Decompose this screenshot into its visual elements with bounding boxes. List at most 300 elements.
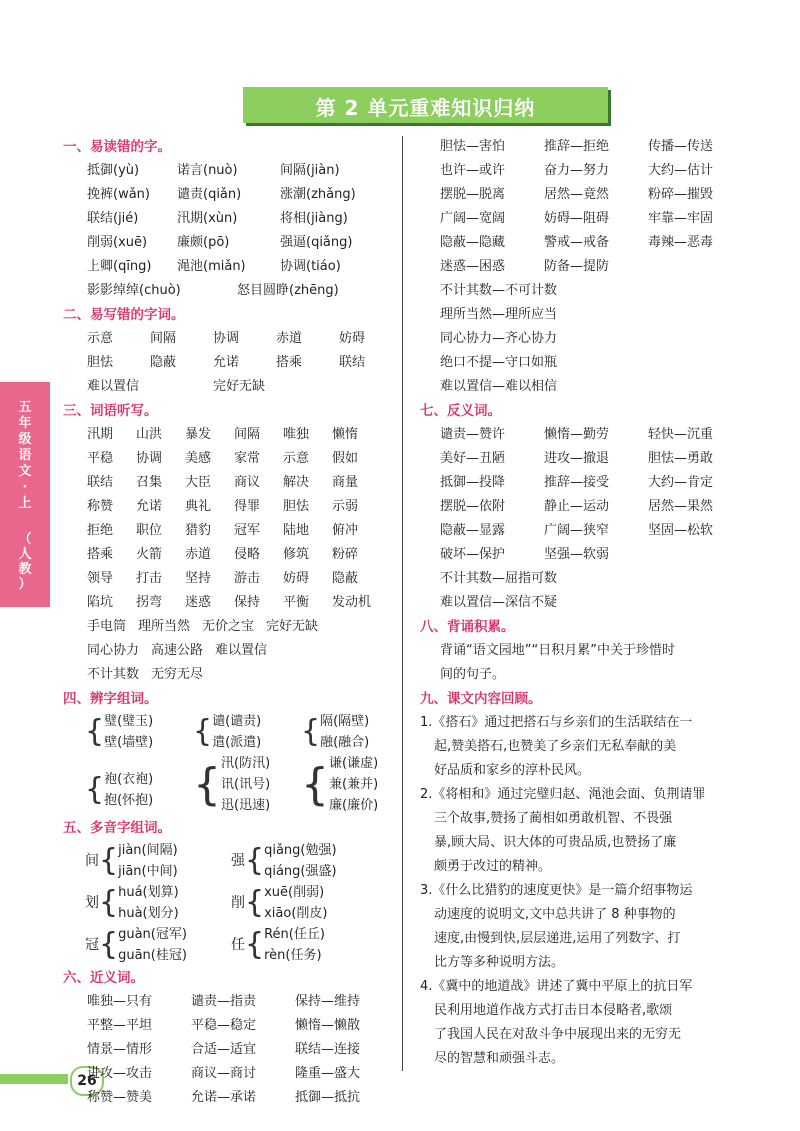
brace-symbol: {: [301, 714, 321, 749]
list-row: [63, 471, 398, 495]
text-line: 民利用地道作战方式打击日本侵略者,歌颂: [434, 1003, 673, 1018]
word-item: 得罪: [234, 499, 261, 514]
text-line: 暴,顾大局、识大体的可贵品质,也赞扬了廉: [434, 835, 677, 850]
edition-char: 教: [18, 562, 32, 577]
brace-symbol: {: [245, 927, 265, 962]
brace-symbol: {: [193, 714, 213, 749]
word-item: 允诺: [136, 499, 163, 514]
section-heading: 四、辨字组词。: [63, 691, 158, 707]
word-item: 陷坑: [87, 595, 114, 610]
list-row: [63, 1014, 398, 1038]
word-item: 轻快—沉重: [648, 427, 714, 442]
brace-symbol: {: [245, 843, 265, 878]
word-item: 发动机: [332, 595, 372, 610]
word-item: 讯(讯号): [221, 777, 271, 792]
list-row: [420, 543, 755, 567]
word-item: 难以置信: [87, 379, 140, 394]
polyphone-char: 间: [85, 853, 99, 869]
text-line: 背诵“语文园地”“日积月累”中关于珍惜时: [440, 643, 675, 658]
brace-symbol: {: [85, 714, 105, 749]
section-3: [63, 423, 398, 687]
section-heading: 九、课文内容回顾。: [420, 691, 542, 707]
word-item: 情景—情形: [87, 1042, 153, 1057]
word-item: Rén(任丘): [264, 927, 325, 942]
word-item: 挽裤(wǎn): [87, 187, 150, 202]
paragraph: [420, 711, 755, 783]
word-item: 美感: [185, 451, 212, 466]
text-line: 2.《将相和》通过完璧归赵、渑池会面、负荆请罪: [420, 787, 706, 802]
word-item: 妨碍: [283, 571, 310, 586]
polyphone-char: 划: [85, 895, 99, 911]
word-item: 完好无缺: [266, 619, 319, 634]
word-item: 唯独: [283, 427, 310, 442]
section-7: [420, 423, 755, 615]
brace-group: [85, 711, 193, 753]
right-column: [420, 135, 755, 1071]
list-row: [420, 519, 755, 543]
word-item: 汛期: [87, 427, 114, 442]
word-item: 破坏—保护: [440, 547, 506, 562]
word-item: 涨潮(zhǎng): [280, 187, 356, 202]
text-line: 间的句子。: [440, 667, 506, 682]
brace-items: [104, 769, 153, 811]
text-line: 好品质和家乡的淳朴民风。: [434, 763, 591, 778]
word-item: 无价之宝: [202, 619, 255, 634]
word-item: 同心协力—齐心协力: [440, 331, 558, 346]
list-row: [420, 159, 755, 183]
polyphone-char: 削: [231, 895, 245, 911]
word-item: 懒惰—懒散: [295, 1018, 361, 1033]
word-item: 平衡: [283, 595, 310, 610]
word-item: 大约—肯定: [648, 475, 714, 490]
word-item: 暴发: [185, 427, 212, 442]
word-item: 间隔(jiàn): [280, 163, 340, 178]
word-item: 拐弯: [136, 595, 163, 610]
section-heading: 一、易读错的字。: [63, 139, 171, 155]
brace-items: [264, 840, 336, 882]
section-heading: 五、多音字组词。: [63, 820, 171, 836]
list-row: [63, 447, 398, 471]
list-row: [63, 1086, 398, 1110]
list-row: [63, 1062, 398, 1086]
word-item: 怒目圆睁(zhēng): [237, 283, 339, 298]
word-item: 修筑: [283, 547, 310, 562]
word-item: 赤道: [185, 547, 212, 562]
brace-symbol: {: [99, 885, 119, 920]
word-item: 璧(璧玉): [104, 714, 154, 729]
list-row: [420, 303, 755, 327]
word-item: 影影绰绰(chuò): [87, 283, 181, 298]
list-row: [63, 591, 398, 615]
word-item: jiān(中间): [118, 864, 178, 879]
list-row: [420, 375, 755, 399]
word-item: 联结—连接: [295, 1042, 361, 1057]
word-item: 赤道: [276, 331, 303, 346]
word-item: 融(融合): [320, 735, 370, 750]
section-4: [63, 711, 398, 816]
polyphone-group: [231, 882, 381, 924]
word-item: 胆怯: [87, 355, 114, 370]
word-item: 迷惑: [185, 595, 212, 610]
section-5: [63, 840, 398, 966]
brace-items: [118, 882, 179, 924]
word-item: 隐蔽: [150, 355, 177, 370]
word-item: 摆脱—脱离: [440, 187, 506, 202]
brace-symbol: {: [301, 758, 329, 810]
word-item: 渑池(miǎn): [177, 259, 246, 274]
word-item: 也许—或许: [440, 163, 506, 178]
word-item: 平整—平坦: [87, 1018, 153, 1033]
brace-items: [264, 924, 325, 966]
word-item: 拒绝: [87, 523, 114, 538]
text-line: 三个故事,赞扬了蔺相如勇敢机智、不畏强: [434, 811, 673, 826]
brace-items: [118, 840, 178, 882]
word-item: 协调: [136, 451, 163, 466]
word-item: 广阔—宽阔: [440, 211, 506, 226]
list-row: [420, 279, 755, 303]
word-item: 领导: [87, 571, 114, 586]
word-item: 游击: [234, 571, 261, 586]
section-heading: 三、词语听写。: [63, 403, 158, 419]
word-item: 称赞—赞美: [87, 1090, 153, 1105]
title-banner: [243, 87, 608, 123]
word-item: 召集: [136, 475, 163, 490]
word-item: 示意: [87, 331, 114, 346]
word-item: 汛期(xùn): [177, 211, 238, 226]
word-item: 合适—适宜: [191, 1042, 257, 1057]
word-item: 隐蔽—隐藏: [440, 235, 506, 250]
word-item: 奋力—努力: [544, 163, 610, 178]
brace-items: [329, 753, 378, 816]
text-line: 动速度的说明文,文中总共讲了 8 种事物的: [434, 907, 676, 922]
edition-char: 人: [18, 547, 32, 562]
section-heading: 七、反义词。: [420, 403, 501, 419]
word-item: 职位: [136, 523, 163, 538]
word-item: 隐蔽: [332, 571, 359, 586]
list-row: [63, 990, 398, 1014]
word-item: 俯冲: [332, 523, 359, 538]
list-row: [63, 327, 398, 351]
word-item: 理所当然: [138, 619, 191, 634]
list-row: [63, 567, 398, 591]
word-item: 谴(谴责): [212, 714, 262, 729]
word-item: 隐蔽—显露: [440, 523, 506, 538]
list-row: [63, 423, 398, 447]
brace-symbol: {: [99, 927, 119, 962]
text-line: 尽的智慧和顽强斗志。: [434, 1051, 565, 1066]
word-item: 搭乘: [276, 355, 303, 370]
word-item: 难以置信—深信不疑: [440, 595, 558, 610]
word-item: 懒惰: [332, 427, 359, 442]
word-item: 迅(迅速): [221, 798, 271, 813]
word-item: 冠军: [234, 523, 261, 538]
list-row: [63, 159, 398, 183]
polyphone-char: 强: [231, 853, 245, 869]
word-item: 警戒—戒备: [544, 235, 610, 250]
list-row: [420, 495, 755, 519]
word-item: 保持—维持: [295, 994, 361, 1009]
list-row: [63, 519, 398, 543]
word-item: 绝口不提—守口如瓶: [440, 355, 558, 370]
polyphone-char: 任: [231, 937, 245, 953]
brace-row: [63, 753, 398, 816]
list-row: [63, 495, 398, 519]
word-item: qiáng(强盛): [264, 864, 337, 879]
word-item: 家常: [234, 451, 261, 466]
word-item: 兼(兼并): [329, 777, 379, 792]
word-item: 上卿(qīng): [87, 259, 152, 274]
paragraph: [420, 783, 755, 879]
list-row: [420, 567, 755, 591]
text-line: 颇勇于改过的精神。: [434, 859, 552, 874]
word-item: 无穷无尽: [151, 667, 204, 682]
list-row: [420, 183, 755, 207]
polyphone-group: [85, 924, 231, 966]
list-row: [63, 279, 398, 303]
text-line: 了我国人民在对敌斗争中展现出来的无穷无: [434, 1027, 682, 1042]
word-item: 静止—运动: [544, 499, 610, 514]
grade-char: 语: [18, 448, 32, 463]
word-item: 抵御(yù): [87, 163, 140, 178]
word-item: 同心协力: [87, 643, 140, 658]
word-item: 典礼: [185, 499, 212, 514]
word-item: 协调(tiáo): [280, 259, 341, 274]
word-item: 抵御—投降: [440, 475, 506, 490]
word-item: 高速公路: [151, 643, 204, 658]
word-item: 削弱(xuē): [87, 235, 148, 250]
page-title: 第 2 单元重难知识归纳: [315, 96, 536, 120]
grade-char: ·: [22, 480, 28, 495]
word-item: 坚持: [185, 571, 212, 586]
list-row: [420, 591, 755, 615]
grade-char: 级: [18, 432, 32, 447]
brace-symbol: {: [85, 771, 105, 807]
word-item: 假如: [332, 451, 359, 466]
word-item: 谴责—赞许: [440, 427, 506, 442]
word-item: 商量: [332, 475, 359, 490]
word-item: jiàn(间隔): [118, 843, 178, 858]
word-item: 联结: [339, 355, 366, 370]
brace-group: [193, 753, 301, 816]
word-item: 强逼(qiǎng): [280, 235, 353, 250]
brace-row: [63, 711, 398, 753]
section-9: [420, 711, 755, 1071]
word-item: 谦(谦虚): [329, 756, 379, 771]
text-line: 速度,由慢到快,层层递进,运用了列数字、打: [434, 931, 681, 946]
word-item: 示意: [283, 451, 310, 466]
text-line: 4.《冀中的地道战》讲述了冀中平原上的抗日军: [420, 979, 693, 994]
word-item: 隆重—盛大: [295, 1066, 361, 1081]
brace-symbol: {: [193, 758, 221, 810]
page-number: 26: [70, 1066, 104, 1096]
word-item: 平稳—稳定: [191, 1018, 257, 1033]
word-item: 理所当然—理所应当: [440, 307, 558, 322]
list-row: [63, 231, 398, 255]
brace-symbol: {: [99, 843, 119, 878]
polyphone-group: [85, 840, 231, 882]
list-row: [63, 255, 398, 279]
brace-items: [320, 711, 369, 753]
text-line: 3.《什么比猎豹的速度更快》是一篇介绍事物运: [420, 883, 693, 898]
edition-char: ）: [18, 577, 32, 592]
polyphone-group: [231, 840, 381, 882]
word-item: 平稳: [87, 451, 114, 466]
list-row: [63, 375, 398, 399]
list-row: [63, 639, 398, 663]
word-item: 完好无缺: [213, 379, 266, 394]
word-item: 袍(衣袍): [104, 771, 154, 787]
word-item: 妨碍: [339, 331, 366, 346]
grade-char: 上: [18, 496, 32, 511]
section-6: [63, 990, 398, 1110]
word-item: 间隔: [234, 427, 261, 442]
word-item: 手电筒: [87, 619, 127, 634]
word-item: 陆地: [283, 523, 310, 538]
word-item: 不计其数: [87, 667, 140, 682]
list-row: [420, 135, 755, 159]
word-item: 火箭: [136, 547, 163, 562]
footer-bar: [0, 1074, 68, 1084]
side-tab: [0, 382, 50, 607]
polyphone-group: [85, 882, 231, 924]
word-item: 诺言(nuò): [177, 163, 238, 178]
word-item: 居然—竟然: [544, 187, 610, 202]
grade-char: 文: [18, 464, 32, 479]
brace-items: [104, 711, 153, 753]
word-item: 进攻—撤退: [544, 451, 610, 466]
word-item: guān(桂冠): [118, 948, 187, 963]
word-item: 隔(隔壁): [320, 714, 370, 729]
list-row: [420, 327, 755, 351]
word-item: 妨碍—阻碍: [544, 211, 610, 226]
word-item: 坚固—松软: [648, 523, 714, 538]
word-item: 解决: [283, 475, 310, 490]
word-item: 不计其数—屈指可数: [440, 571, 558, 586]
list-row: [420, 231, 755, 255]
word-item: 牢靠—牢固: [648, 211, 714, 226]
word-item: 谴责—指责: [191, 994, 257, 1009]
brace-group: [193, 711, 301, 753]
word-item: 大臣: [185, 475, 212, 490]
word-item: 称赞: [87, 499, 114, 514]
list-row: [420, 207, 755, 231]
word-item: huá(划算): [118, 885, 179, 900]
left-column: [63, 135, 398, 1110]
word-item: 商议: [234, 475, 261, 490]
word-item: 允诺: [213, 355, 240, 370]
word-item: 允诺—承诺: [191, 1090, 257, 1105]
brace-symbol: {: [245, 885, 265, 920]
polyphone-group: [231, 924, 381, 966]
polyphone-row: [63, 882, 398, 924]
word-item: 壁(墙壁): [104, 735, 154, 750]
brace-items: [212, 711, 261, 753]
word-item: 胆怯—勇敢: [648, 451, 714, 466]
word-item: 唯独—只有: [87, 994, 153, 1009]
word-item: xiāo(削皮): [264, 906, 328, 921]
list-row: [63, 543, 398, 567]
section-heading: 六、近义词。: [63, 970, 144, 986]
section-2: [63, 327, 398, 399]
word-item: 廉颇(pō): [177, 235, 230, 250]
word-item: 胆怯—害怕: [440, 139, 506, 154]
brace-group: [301, 711, 411, 753]
text-line: 起,赞美搭石,也赞美了乡亲们无私奉献的美: [434, 739, 677, 754]
list-row: [420, 423, 755, 447]
word-item: huà(划分): [118, 906, 179, 921]
word-item: 居然—果然: [648, 499, 714, 514]
polyphone-row: [63, 924, 398, 966]
word-item: 抱(怀抱): [104, 792, 154, 808]
word-item: 联结: [87, 475, 114, 490]
word-item: qiǎng(勉强): [264, 843, 337, 858]
word-item: 商议—商讨: [191, 1066, 257, 1081]
word-item: 汛(防汛): [221, 756, 271, 771]
word-item: 广阔—狭窄: [544, 523, 610, 538]
list-row: [63, 1038, 398, 1062]
brace-items: [118, 924, 187, 966]
list-row: [63, 207, 398, 231]
brace-items: [221, 753, 270, 816]
word-item: 难以置信: [215, 643, 268, 658]
list-row: [63, 183, 398, 207]
word-item: 保持: [234, 595, 261, 610]
word-item: 抵御—抵抗: [295, 1090, 361, 1105]
word-item: 协调: [213, 331, 240, 346]
word-item: 推辞—接受: [544, 475, 610, 490]
word-item: 传播—传送: [648, 139, 714, 154]
polyphone-char: 冠: [85, 937, 99, 953]
grade-label: [0, 400, 50, 512]
word-item: 摆脱—依附: [440, 499, 506, 514]
word-item: 谴责(qiǎn): [177, 187, 242, 202]
word-item: xuē(削弱): [264, 885, 325, 900]
list-row: [63, 351, 398, 375]
word-item: 懒惰—勤劳: [544, 427, 610, 442]
section-6-continued: [420, 135, 755, 399]
list-row: [420, 351, 755, 375]
list-row: [420, 471, 755, 495]
word-item: 廉(廉价): [329, 798, 379, 813]
word-item: guàn(冠军): [118, 927, 187, 942]
section-heading: 二、易写错的字词。: [63, 307, 185, 323]
word-item: 进攻—攻击: [87, 1066, 153, 1081]
word-item: 迷惑—困惑: [440, 259, 506, 274]
text-line: 比方等多种说明方法。: [434, 955, 565, 970]
polyphone-row: [63, 840, 398, 882]
word-item: 难以置信—难以相信: [440, 379, 558, 394]
word-item: 山洪: [136, 427, 163, 442]
edition-label: [0, 532, 50, 592]
paragraph: [420, 879, 755, 975]
text-line: 1.《搭石》通过把搭石与乡亲们的生活联结在一: [420, 715, 693, 730]
paragraph: [420, 975, 755, 1071]
word-item: 示弱: [332, 499, 359, 514]
word-item: 粉碎: [332, 547, 359, 562]
word-item: 坚强—软弱: [544, 547, 610, 562]
list-row: [420, 255, 755, 279]
word-item: 间隔: [150, 331, 177, 346]
word-item: 遣(派遣): [212, 735, 262, 750]
brace-group: [85, 769, 193, 811]
word-item: 防备—提防: [544, 259, 610, 274]
section-8: [420, 639, 755, 687]
column-divider: [402, 136, 403, 1071]
grade-char: 年: [18, 416, 32, 431]
word-item: 粉碎—摧毁: [648, 187, 714, 202]
word-item: 美好—丑陋: [440, 451, 506, 466]
word-item: 毒辣—恶毒: [648, 235, 714, 250]
